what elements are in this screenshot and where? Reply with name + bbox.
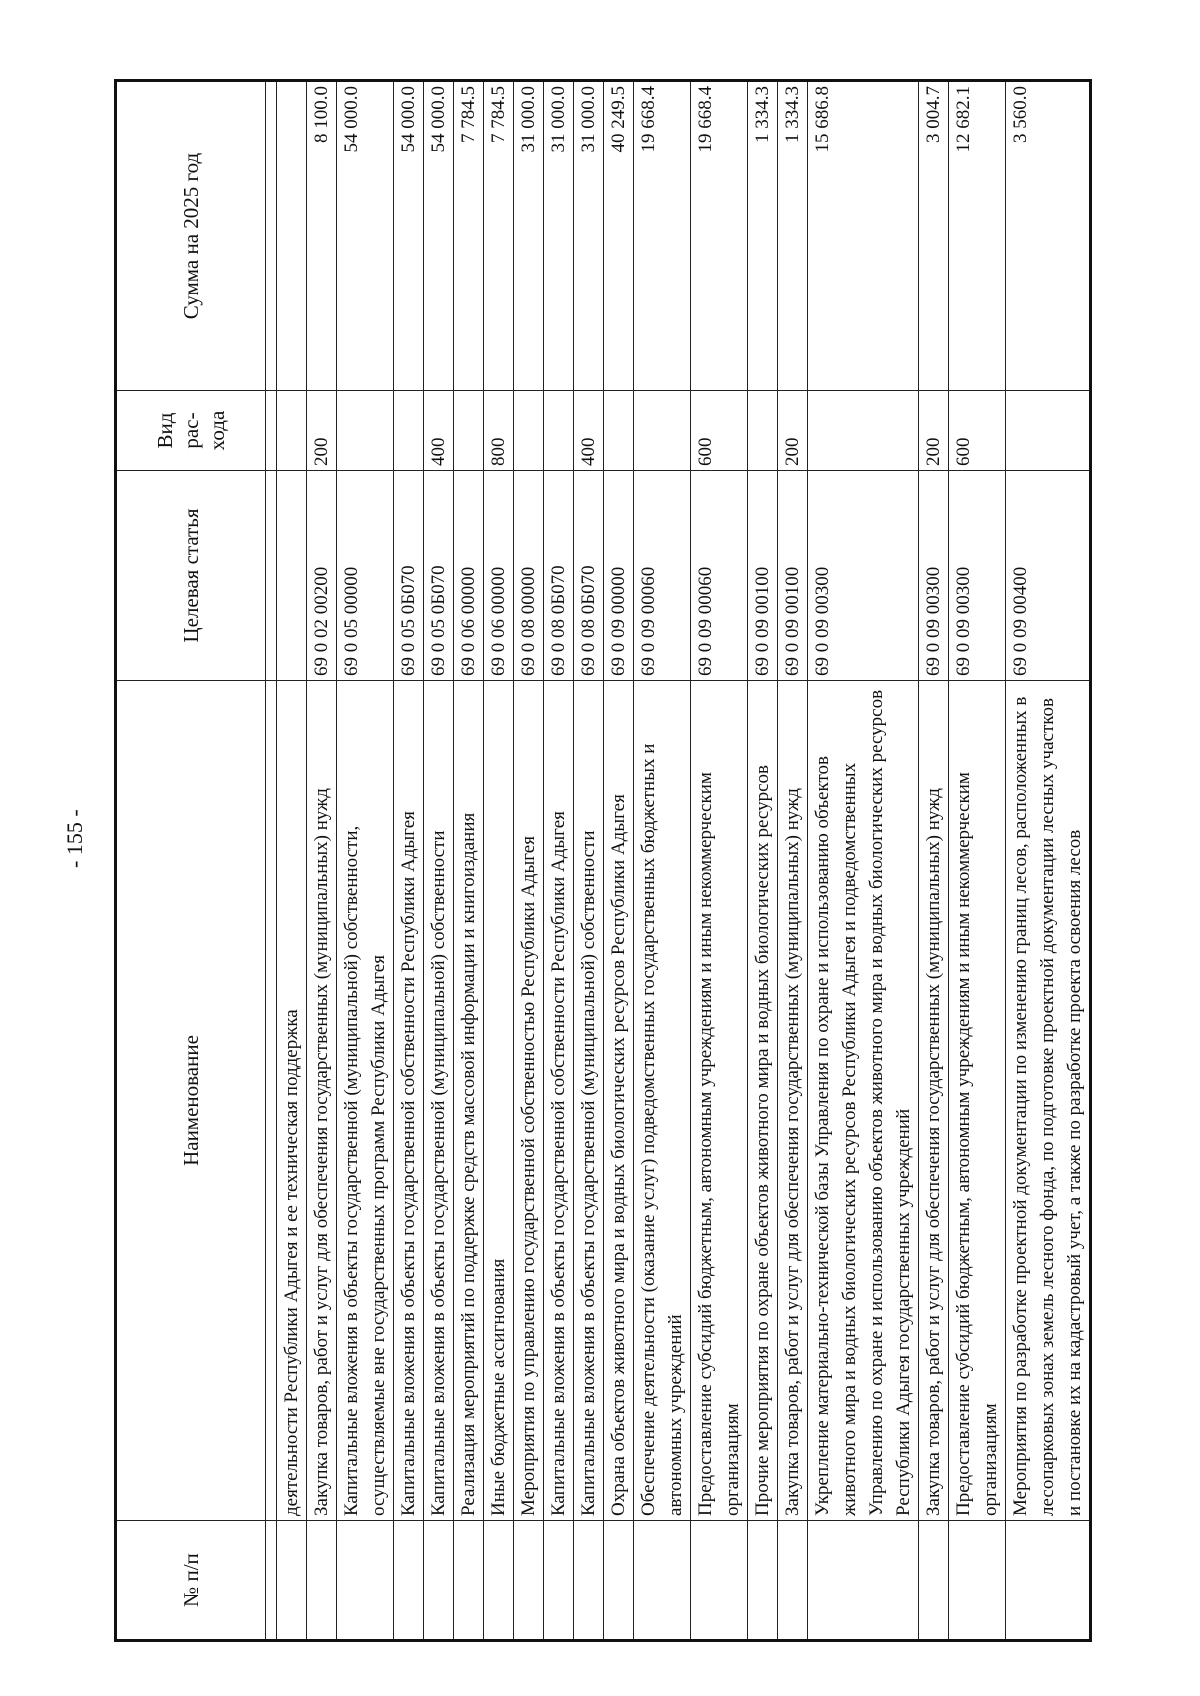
- expense-type-cell: [454, 391, 484, 471]
- code-cell: 69 0 09 00060: [634, 471, 691, 681]
- name-cell: Укрепление материально-технической базы Управления по охране и использованию объектов животного мира и водных биологических ресурсов Республики Адыгея и подведомственных Управлению по охране и использованию объектов животного мира и водных биологических ресурсов Республики Адыгея государственных учреждений: [808, 681, 919, 1521]
- name-cell: Закупка товаров, работ и услуг для обеспечения государственных (муниципальных) нужд: [778, 681, 808, 1521]
- spacer-cell: [266, 391, 277, 471]
- spacer-cell: [266, 681, 277, 1521]
- expense-type-cell: [748, 391, 778, 471]
- expense-type-cell: [514, 391, 544, 471]
- code-cell: 69 0 09 00100: [778, 471, 808, 681]
- num-cell: [919, 1521, 949, 1641]
- header-num: № п/п: [116, 1521, 266, 1641]
- code-cell: 69 0 05 0Б070: [394, 471, 424, 681]
- expense-type-cell: 200: [778, 391, 808, 471]
- sum-cell: 7 784.5: [484, 81, 514, 391]
- name-cell: деятельности Республики Адыгея и ее техническая поддержка: [277, 681, 307, 1521]
- code-cell: 69 0 08 00000: [514, 471, 544, 681]
- table-row: [574, 81, 604, 1641]
- name-cell: Капитальные вложения в объекты государственной собственности Республики Адыгея: [394, 681, 424, 1521]
- name-cell: Капитальные вложения в объекты государственной (муниципальной) собственности: [424, 681, 454, 1521]
- code-cell: 69 0 09 00300: [919, 471, 949, 681]
- expense-type-cell: 400: [574, 391, 604, 471]
- expense-type-cell: [277, 391, 307, 471]
- name-cell: Закупка товаров, работ и услуг для обеспечения государственных (муниципальных) нужд: [919, 681, 949, 1521]
- sum-cell: 31 000.0: [544, 81, 574, 391]
- code-cell: 69 0 06 00000: [484, 471, 514, 681]
- spacer-cell: [266, 1521, 277, 1641]
- num-cell: [604, 1521, 634, 1641]
- sum-cell: 15 686.8: [808, 81, 919, 391]
- sum-cell: 40 249.5: [604, 81, 634, 391]
- sum-cell: 3 560.0: [1006, 81, 1091, 391]
- table-row: [634, 81, 691, 1641]
- name-cell: Мероприятия по разработке проектной документации по изменению границ лесов, расположенных в лесопарковых зонах земель лесного фонда, по подготовке проектной документации лесных участков и постановке их на кадастровый учет, а также по разработке проекта освоения лесов: [1006, 681, 1091, 1521]
- expense-type-cell: [544, 391, 574, 471]
- code-cell: 69 0 06 00000: [454, 471, 484, 681]
- num-cell: [307, 1521, 337, 1641]
- name-cell: Закупка товаров, работ и услуг для обеспечения государственных (муниципальных) нужд: [307, 681, 337, 1521]
- table-header-row: [116, 81, 266, 1641]
- num-cell: [424, 1521, 454, 1641]
- table-spacer-row: [266, 81, 277, 1641]
- header-vr: Вид рас-хода: [116, 391, 266, 471]
- name-cell: Капитальные вложения в объекты государственной (муниципальной) собственности: [574, 681, 604, 1521]
- name-cell: Предоставление субсидий бюджетным, автономным учреждениям и иным некоммерческим организациям: [949, 681, 1006, 1521]
- table-row: [544, 81, 574, 1641]
- expense-type-cell: [604, 391, 634, 471]
- expense-type-cell: [808, 391, 919, 471]
- table-row: [277, 81, 307, 1641]
- code-cell: 69 0 09 00100: [748, 471, 778, 681]
- expense-type-cell: [634, 391, 691, 471]
- code-cell: 69 0 02 00200: [307, 471, 337, 681]
- sum-cell: 54 000.0: [337, 81, 394, 391]
- sum-cell: 1 334.3: [748, 81, 778, 391]
- num-cell: [394, 1521, 424, 1641]
- table-row: [394, 81, 424, 1641]
- code-cell: 69 0 08 0Б070: [544, 471, 574, 681]
- code-cell: 69 0 09 00400: [1006, 471, 1091, 681]
- sum-cell: 54 000.0: [424, 81, 454, 391]
- header-code: Целевая статья: [116, 471, 266, 681]
- name-cell: Мероприятия по управлению государственной собственностью Республики Адыгея: [514, 681, 544, 1521]
- expense-type-cell: 400: [424, 391, 454, 471]
- num-cell: [691, 1521, 748, 1641]
- table-row: [748, 81, 778, 1641]
- table-row: [337, 81, 394, 1641]
- num-cell: [634, 1521, 691, 1641]
- budget-table: [114, 79, 1092, 1642]
- table-row: [691, 81, 748, 1641]
- expense-type-cell: 200: [307, 391, 337, 471]
- num-cell: [484, 1521, 514, 1641]
- sum-cell: 19 668.4: [691, 81, 748, 391]
- header-sum: Сумма на 2025 год: [116, 81, 266, 391]
- sum-cell: 1 334.3: [778, 81, 808, 391]
- num-cell: [454, 1521, 484, 1641]
- expense-type-cell: 600: [949, 391, 1006, 471]
- sum-cell: 31 000.0: [574, 81, 604, 391]
- code-cell: 69 0 08 0Б070: [574, 471, 604, 681]
- code-cell: 69 0 05 00000: [337, 471, 394, 681]
- num-cell: [949, 1521, 1006, 1641]
- sum-cell: 7 784.5: [454, 81, 484, 391]
- name-cell: Капитальные вложения в объекты государственной собственности Республики Адыгея: [544, 681, 574, 1521]
- code-cell: 69 0 09 00060: [691, 471, 748, 681]
- name-cell: Реализация мероприятий по поддержке средств массовой информации и книгоиздания: [454, 681, 484, 1521]
- sum-cell: 19 668.4: [634, 81, 691, 391]
- sum-cell: 8 100.0: [307, 81, 337, 391]
- table-row: [1006, 81, 1091, 1641]
- spacer-cell: [266, 81, 277, 391]
- expense-type-cell: 200: [919, 391, 949, 471]
- table-row: [604, 81, 634, 1641]
- table-row: [484, 81, 514, 1641]
- sum-cell: [277, 81, 307, 391]
- expense-type-cell: [1006, 391, 1091, 471]
- code-cell: 69 0 05 0Б070: [424, 471, 454, 681]
- code-cell: 69 0 09 00300: [808, 471, 919, 681]
- num-cell: [277, 1521, 307, 1641]
- code-cell: 69 0 09 00000: [604, 471, 634, 681]
- num-cell: [1006, 1521, 1091, 1641]
- num-cell: [514, 1521, 544, 1641]
- name-cell: Капитальные вложения в объекты государственной (муниципальной) собственности, осуществляемые вне государственных программ Республики Адыгея: [337, 681, 394, 1521]
- num-cell: [808, 1521, 919, 1641]
- expense-type-cell: 600: [691, 391, 748, 471]
- expense-type-cell: [337, 391, 394, 471]
- spacer-cell: [266, 471, 277, 681]
- table-row: [424, 81, 454, 1641]
- num-cell: [337, 1521, 394, 1641]
- table-row: [778, 81, 808, 1641]
- num-cell: [544, 1521, 574, 1641]
- header-name: Наименование: [116, 681, 266, 1521]
- name-cell: Иные бюджетные ассигнования: [484, 681, 514, 1521]
- name-cell: Обеспечение деятельности (оказание услуг) подведомственных государственных бюджетных и автономных учреждений: [634, 681, 691, 1521]
- table-row: [307, 81, 337, 1641]
- sum-cell: 3 004.7: [919, 81, 949, 391]
- code-cell: 69 0 09 00300: [949, 471, 1006, 681]
- name-cell: Охрана объектов животного мира и водных биологических ресурсов Республики Адыгея: [604, 681, 634, 1521]
- name-cell: Предоставление субсидий бюджетным, автономным учреждениям и иным некоммерческим организациям: [691, 681, 748, 1521]
- table-row: [919, 81, 949, 1641]
- table-row: [949, 81, 1006, 1641]
- num-cell: [574, 1521, 604, 1641]
- num-cell: [778, 1521, 808, 1641]
- code-cell: [277, 471, 307, 681]
- table-body: [266, 81, 1091, 1641]
- num-cell: [748, 1521, 778, 1641]
- table-row: [454, 81, 484, 1641]
- expense-type-cell: [394, 391, 424, 471]
- page-number: - 155 -: [62, 809, 87, 868]
- table-row: [808, 81, 919, 1641]
- sum-cell: 12 682.1: [949, 81, 1006, 391]
- sum-cell: 31 000.0: [514, 81, 544, 391]
- expense-type-cell: 800: [484, 391, 514, 471]
- table-row: [514, 81, 544, 1641]
- name-cell: Прочие мероприятия по охране объектов животного мира и водных биологических ресурсов: [748, 681, 778, 1521]
- sum-cell: 54 000.0: [394, 81, 424, 391]
- budget-table-container: [114, 82, 1085, 1642]
